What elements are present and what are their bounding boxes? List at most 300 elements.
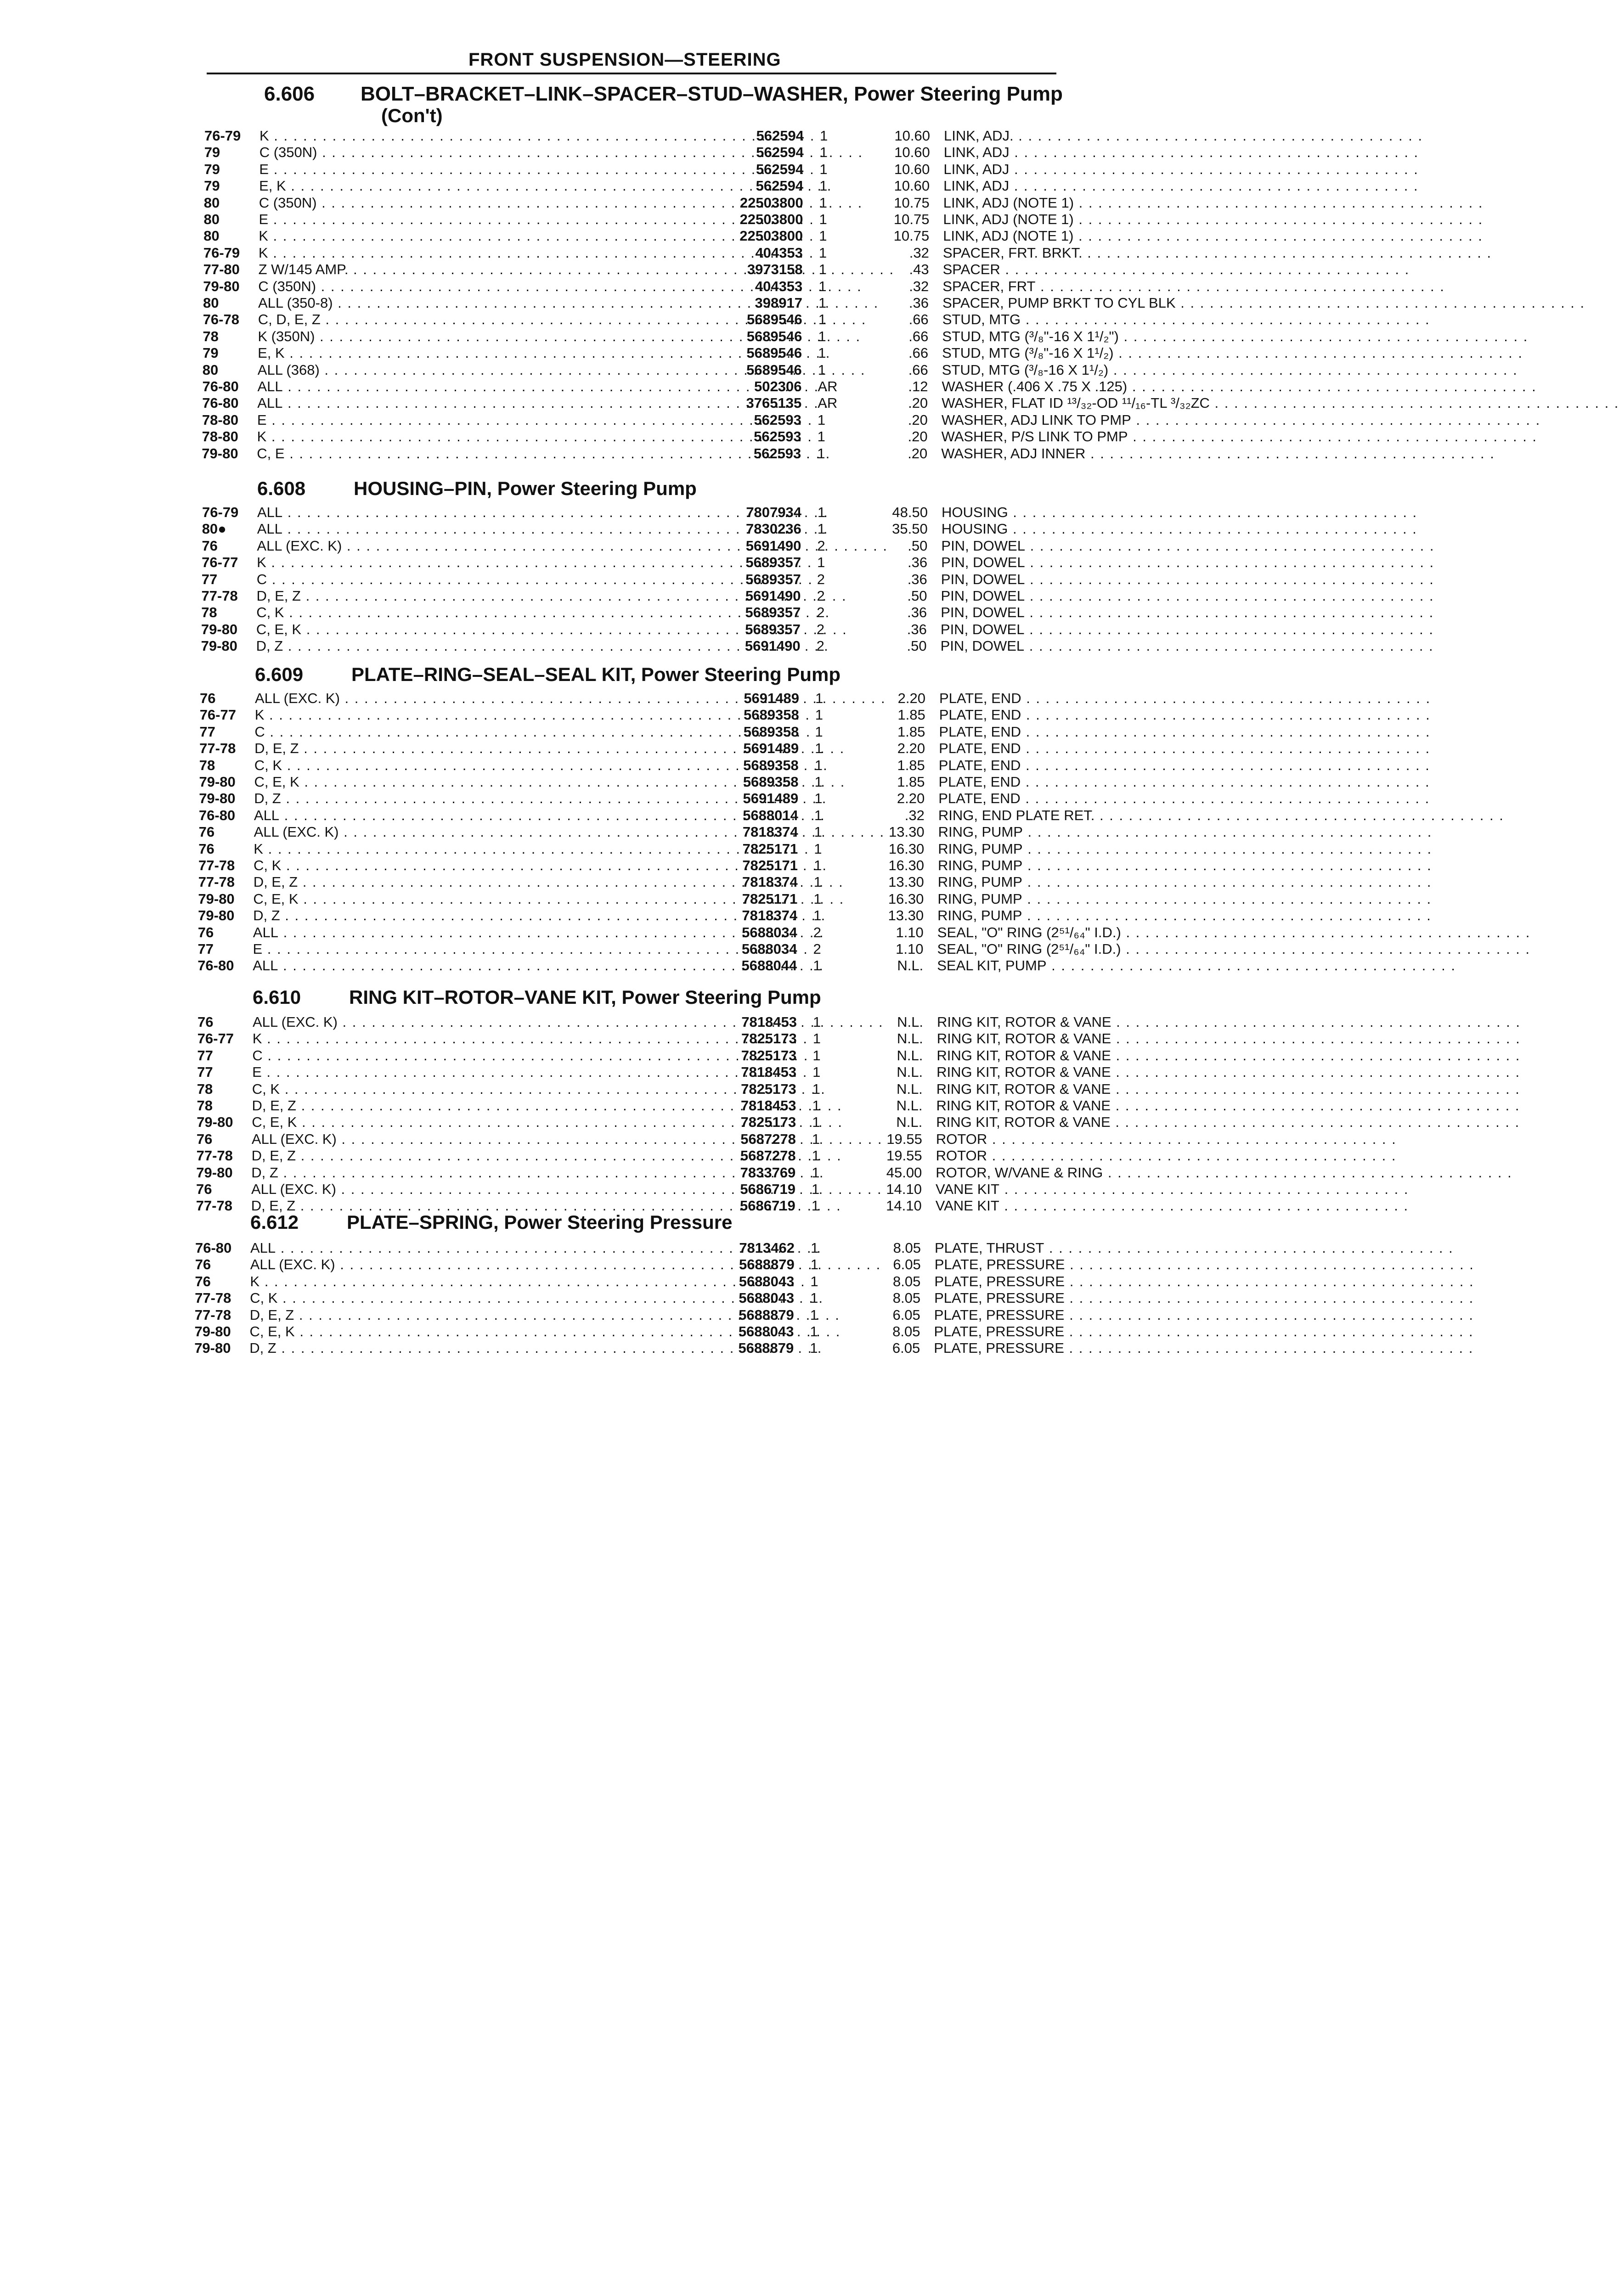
application-cell <box>251 1181 704 1198</box>
model-year: 79-80 <box>199 790 236 806</box>
model-year: 79-80 <box>202 445 238 461</box>
description-cell <box>942 378 1273 395</box>
section-subtitle: Power Steering Pump <box>497 478 697 499</box>
table-row <box>199 740 1072 757</box>
quantity: 1 <box>815 740 823 756</box>
model-year: 78 <box>199 757 215 773</box>
price: 2.20 <box>897 690 925 706</box>
application: C (350N) . . . <box>259 195 863 211</box>
part-description: PIN, DOWEL . . . <box>941 538 1434 554</box>
application: D, E, Z . . . <box>254 874 844 890</box>
quantity: 1 <box>814 774 823 790</box>
description-cell <box>938 857 1269 874</box>
table-row <box>198 907 1071 924</box>
description-cell <box>943 161 1274 178</box>
model-year: 76-77 <box>202 554 238 570</box>
part-description: PLATE, END . . . <box>939 724 1430 740</box>
description-cell <box>934 1340 1264 1356</box>
application: ALL (EXC. K) . . . <box>257 538 888 554</box>
description-cell <box>942 311 1273 328</box>
table-row <box>197 1014 1111 1030</box>
table-row <box>202 571 1074 588</box>
part-description: RING, PUMP . . . <box>937 907 1432 923</box>
part-description: LINK, ADJ . . . <box>943 161 1418 177</box>
description-cell <box>943 228 1274 244</box>
model-year: 79-80 <box>196 1165 233 1181</box>
application: C, E, K . . . <box>252 1114 843 1130</box>
table-row <box>203 345 1114 361</box>
model-year: 79-80 <box>194 1340 231 1356</box>
quantity: 1 <box>818 504 826 520</box>
quantity: 1 <box>812 1181 820 1197</box>
quantity: 1 <box>818 311 826 327</box>
quantity: 1 <box>813 907 822 923</box>
price: N.L. <box>897 1030 923 1047</box>
model-year: 76-80 <box>202 395 239 411</box>
model-year: 77 <box>197 941 214 957</box>
application-cell <box>259 228 711 244</box>
quantity: 1 <box>813 957 821 974</box>
quantity: 1 <box>812 1131 820 1147</box>
part-description: WASHER, ADJ INNER . . . <box>941 445 1495 461</box>
description-cell <box>941 538 1272 554</box>
price: 1.85 <box>897 707 925 723</box>
application-cell <box>250 1290 702 1306</box>
table-row <box>201 638 1074 654</box>
price: 10.60 <box>894 178 930 194</box>
model-year: 76-80 <box>195 1240 232 1256</box>
part-description: RING, PUMP . . . <box>937 891 1432 907</box>
price: .20 <box>908 445 928 461</box>
part-number: 562594 <box>756 128 804 144</box>
application: C . . . <box>257 571 813 587</box>
part-number: 7807934 <box>746 504 801 520</box>
part-number: 7825173 <box>740 1114 796 1130</box>
application-cell <box>250 1240 703 1256</box>
model-year: 76 <box>202 538 218 554</box>
part-number: 5689358 <box>744 707 799 723</box>
application-cell <box>257 428 710 445</box>
application: C . . . <box>254 724 811 740</box>
quantity: 1 <box>819 228 827 244</box>
table-row <box>202 395 1210 411</box>
table-row <box>197 1030 1111 1047</box>
description-cell <box>938 841 1269 857</box>
application-cell <box>253 891 705 907</box>
part-description: PLATE, PRESSURE . . . <box>934 1323 1474 1339</box>
model-year: 76 <box>196 1181 212 1197</box>
description-cell <box>936 1198 1266 1214</box>
table-row <box>203 295 1176 311</box>
part-number: 562593 <box>754 412 801 428</box>
table-row <box>199 790 1072 807</box>
description-cell <box>941 445 1272 462</box>
quantity: 1 <box>819 195 828 211</box>
table-row <box>200 707 1072 723</box>
price: 8.05 <box>892 1323 920 1339</box>
part-number: 404353 <box>755 278 803 294</box>
application: ALL (368) . . . <box>258 362 866 378</box>
model-year: 80 <box>203 228 220 244</box>
part-description: STUD, MTG . . . <box>942 311 1430 327</box>
price: .32 <box>904 807 925 823</box>
table-row <box>197 1064 1111 1080</box>
model-year: 78 <box>203 328 219 344</box>
part-number: 5688034 <box>741 941 797 957</box>
price: .20 <box>908 395 928 411</box>
section-subtitle: Power Steering Pump <box>621 986 821 1008</box>
part-description: LINK, ADJ (NOTE 1) . . . <box>943 195 1484 211</box>
model-year: 76 <box>195 1273 211 1289</box>
application: ALL . . . <box>253 924 824 940</box>
part-number: 7825173 <box>741 1030 797 1047</box>
application: K . . . <box>250 1273 805 1289</box>
part-description: VANE KIT . . . <box>936 1181 1409 1197</box>
price: 6.05 <box>892 1340 920 1356</box>
part-description: RING KIT, ROTOR & VANE . . . <box>936 1047 1520 1064</box>
model-year: 80 <box>203 195 220 211</box>
application-cell <box>251 1165 704 1181</box>
part-description: SEAL, "O" RING (2⁵¹/₆₄" I.D.) . . . <box>937 941 1531 957</box>
application: E . . . <box>259 211 814 227</box>
description-cell <box>942 328 1273 345</box>
price: 48.50 <box>892 504 928 520</box>
part-number: 7818453 <box>741 1014 797 1030</box>
part-number: 5689546 <box>746 345 802 361</box>
table-row <box>197 1131 1069 1148</box>
description-cell <box>936 1064 1267 1080</box>
part-number: 5689546 <box>747 311 802 327</box>
quantity: 1 <box>810 1273 818 1289</box>
table-row <box>202 588 1074 604</box>
model-year: 76 <box>196 1131 213 1147</box>
application: C, K . . . <box>254 757 828 773</box>
price: .20 <box>908 412 928 428</box>
quantity: AR <box>818 395 838 411</box>
quantity: 1 <box>818 261 827 277</box>
application-cell <box>256 621 709 638</box>
part-number: 5689357 <box>745 571 801 587</box>
application: ALL (EXC. K) . . . <box>255 690 886 706</box>
application: C, K . . . <box>252 1081 826 1097</box>
application-cell <box>249 1340 702 1356</box>
application: D, E, Z . . . <box>251 1198 841 1214</box>
quantity: 1 <box>817 554 825 570</box>
model-year: 78 <box>197 1097 213 1114</box>
price: .12 <box>908 378 928 394</box>
description-cell <box>935 1240 1265 1256</box>
application: C, E, K . . . <box>254 774 846 790</box>
part-description: PLATE, END . . . <box>939 740 1430 756</box>
application: C (350N) . . . <box>258 278 862 294</box>
part-number: 5689357 <box>745 604 801 620</box>
description-cell <box>944 128 1275 144</box>
part-number: 5688043 <box>739 1290 795 1306</box>
table-row <box>198 874 1071 890</box>
application-cell <box>259 211 711 228</box>
model-year: 77-78 <box>196 1198 232 1214</box>
application: D, Z . . . <box>256 638 829 654</box>
part-description: WASHER, FLAT ID ¹³/₃₂-OD ¹¹/₁₆-TL ³/₃₂ZC . . . <box>942 395 1619 411</box>
price: 13.30 <box>889 824 925 840</box>
price: .32 <box>909 245 929 261</box>
application-cell <box>259 245 711 261</box>
part-number: 7833769 <box>740 1165 796 1181</box>
application: C, D, E, Z . . . <box>258 311 867 327</box>
model-year: 80● <box>202 521 226 537</box>
quantity: AR <box>818 378 838 394</box>
model-year: 77-78 <box>196 1148 233 1164</box>
table-row <box>195 1273 1067 1290</box>
part-number: 562593 <box>753 445 801 461</box>
description-cell <box>938 824 1269 840</box>
quantity: 1 <box>810 1307 818 1323</box>
description-cell <box>938 790 1269 807</box>
section-continued-label: (Con't) <box>381 105 443 126</box>
quantity: 1 <box>814 757 823 773</box>
description-cell <box>943 261 1274 278</box>
table-row <box>202 412 1131 428</box>
application: ALL . . . <box>254 807 825 823</box>
application-cell <box>253 907 705 924</box>
model-year: 78-80 <box>202 412 239 428</box>
part-number: 5689358 <box>743 757 799 773</box>
model-year: 78 <box>197 1081 213 1097</box>
part-number: 22503800 <box>739 195 803 211</box>
page-footer <box>0 1378 1161 1561</box>
price: .66 <box>908 311 929 327</box>
price: N.L. <box>896 1114 923 1130</box>
price: .50 <box>908 538 928 554</box>
description-cell <box>936 1047 1267 1064</box>
application-cell <box>254 774 707 790</box>
price: .43 <box>909 261 929 277</box>
application: C, K . . . <box>256 604 830 620</box>
quantity: 1 <box>814 857 822 873</box>
part-number: 7825173 <box>741 1081 796 1097</box>
part-number: 7813462 <box>739 1240 795 1256</box>
application-cell <box>254 824 706 840</box>
quantity: 1 <box>818 295 827 311</box>
price: 10.75 <box>893 228 930 244</box>
quantity: 2 <box>817 538 825 554</box>
application: ALL . . . <box>258 378 829 394</box>
part-description: PIN, DOWEL . . . <box>941 604 1434 620</box>
application: C . . . <box>252 1047 808 1064</box>
price: 16.30 <box>888 841 925 857</box>
section-number: 6.608 <box>257 478 306 499</box>
application: ALL (EXC. K) . . . <box>251 1181 882 1197</box>
application: ALL . . . <box>257 504 829 520</box>
part-description: PLATE, END . . . <box>939 690 1431 706</box>
part-description: WASHER (.406 X .75 X .125) . . . <box>942 378 1537 394</box>
part-description: ROTOR . . . <box>936 1148 1397 1164</box>
part-number: 404353 <box>755 245 803 261</box>
model-year: 76-80 <box>198 807 236 823</box>
model-year: 76 <box>197 1014 214 1030</box>
description-cell <box>939 740 1269 757</box>
application-cell <box>253 941 705 957</box>
table-row <box>204 144 1077 161</box>
application: ALL . . . <box>250 1240 822 1256</box>
price: 1.85 <box>897 757 925 773</box>
part-number: 5686719 <box>740 1198 795 1214</box>
description-cell <box>936 1165 1266 1181</box>
description-cell <box>942 362 1273 378</box>
part-description: PLATE, PRESSURE . . . <box>934 1290 1474 1306</box>
section-number: 6.609 <box>255 664 304 685</box>
section-number: 6.606 <box>264 83 315 105</box>
application: K . . . <box>254 841 809 857</box>
page-header <box>0 0 1161 83</box>
application-cell <box>254 874 706 890</box>
application: K . . . <box>253 1030 808 1047</box>
quantity: 1 <box>810 1340 818 1356</box>
description-cell <box>941 571 1272 588</box>
application-cell <box>250 1307 702 1323</box>
price: 10.75 <box>893 211 930 227</box>
description-cell <box>936 1131 1267 1148</box>
table-row <box>202 445 1086 462</box>
part-number: 7825171 <box>742 891 798 907</box>
table-row <box>197 1148 1069 1164</box>
part-description: RING KIT, ROTOR & VANE . . . <box>936 1097 1520 1114</box>
application: ALL (EXC. K) . . . <box>252 1131 883 1147</box>
model-year: 76-80 <box>197 957 234 974</box>
description-cell <box>942 278 1273 295</box>
application: ALL . . . <box>257 395 829 411</box>
table-row <box>202 428 1128 445</box>
application-cell <box>254 857 706 874</box>
description-cell <box>937 941 1268 957</box>
price: 13.30 <box>888 874 924 890</box>
application: K . . . <box>255 707 810 723</box>
application-cell <box>252 1047 705 1064</box>
application: C, K . . . <box>254 857 827 873</box>
description-cell <box>939 690 1270 707</box>
quantity: 1 <box>817 412 826 428</box>
quantity: 1 <box>819 178 828 194</box>
table-row <box>203 228 1076 244</box>
price: .66 <box>908 328 929 344</box>
part-description: RING KIT, ROTOR & VANE . . . <box>936 1114 1520 1130</box>
price: .50 <box>907 588 927 604</box>
quantity: 1 <box>814 841 822 857</box>
quantity: 1 <box>812 1114 820 1130</box>
application-cell <box>257 538 709 554</box>
part-description: RING KIT, ROTOR & VANE . . . <box>937 1014 1521 1030</box>
application: ALL (350-8) . . . <box>258 295 879 311</box>
quantity: 1 <box>818 345 826 361</box>
part-description: RING KIT, ROTOR & VANE . . . <box>936 1081 1520 1097</box>
table-row <box>197 1097 1111 1114</box>
quantity: 1 <box>815 724 823 740</box>
application-cell <box>250 1256 703 1273</box>
model-year: 76-79 <box>204 128 241 144</box>
application-cell <box>259 144 712 161</box>
application: D, Z . . . <box>254 790 827 806</box>
part-number: 5689546 <box>746 362 802 378</box>
quantity: 1 <box>812 1064 821 1080</box>
description-cell <box>934 1290 1265 1306</box>
model-year: 77-78 <box>199 740 236 756</box>
application-cell <box>258 311 711 328</box>
section-heading: RING KIT–ROTOR–VANE KIT, <box>349 986 616 1008</box>
part-number: 22503800 <box>739 228 803 244</box>
application-cell <box>254 807 706 824</box>
quantity: 1 <box>814 807 823 823</box>
description-cell <box>941 554 1272 571</box>
application-cell <box>250 1273 702 1290</box>
part-description: SPACER, FRT . . . <box>942 278 1445 294</box>
model-year: 76-78 <box>203 311 239 327</box>
part-number: 7818453 <box>741 1064 797 1080</box>
part-description: RING, PUMP . . . <box>938 874 1432 890</box>
model-year: 79-80 <box>194 1323 231 1339</box>
part-number: 562594 <box>756 161 804 177</box>
price: .36 <box>907 604 927 620</box>
application-cell <box>257 395 710 411</box>
price: 10.75 <box>894 195 930 211</box>
table-row <box>197 1081 1111 1097</box>
part-number: 5691489 <box>744 690 799 706</box>
description-cell <box>936 1114 1267 1131</box>
description-cell <box>943 245 1274 261</box>
part-description: RING, PUMP . . . <box>938 857 1432 873</box>
price: 1.10 <box>896 941 924 957</box>
part-description: PIN, DOWEL . . . <box>941 621 1434 637</box>
price: 1.85 <box>897 724 925 740</box>
part-number: 3973158 <box>747 261 803 277</box>
part-description: LINK, ADJ . . . <box>944 144 1419 160</box>
description-cell <box>934 1323 1265 1340</box>
price: 6.05 <box>892 1307 920 1323</box>
part-number: 398917 <box>755 295 802 311</box>
section-subtitle: Power Steering Pump <box>854 83 1063 105</box>
quantity: 1 <box>812 1081 821 1097</box>
table-row <box>195 1307 1067 1323</box>
description-cell <box>937 907 1268 924</box>
description-cell <box>942 295 1273 311</box>
application: ALL (EXC. K) . . . <box>253 1014 884 1030</box>
table-row <box>197 941 1121 957</box>
part-number: 5691490 <box>745 588 801 604</box>
application: C, E, K . . . <box>250 1323 841 1339</box>
price: N.L. <box>896 1097 923 1114</box>
table-row <box>198 841 1071 857</box>
section-subtitle: Power Steering Pump <box>641 664 841 685</box>
part-description: WASHER, ADJ LINK TO PMP . . . <box>942 412 1540 428</box>
price: 2.20 <box>897 790 925 806</box>
application-cell <box>259 161 711 178</box>
part-number: 7818374 <box>742 907 798 923</box>
model-year: 77-78 <box>198 874 235 890</box>
description-cell <box>942 504 1272 521</box>
quantity: 1 <box>818 362 826 378</box>
part-number: 562593 <box>754 428 801 445</box>
quantity: 1 <box>814 790 823 806</box>
application-cell <box>257 521 710 537</box>
application-cell <box>257 588 709 604</box>
price: 8.05 <box>893 1273 921 1289</box>
part-number: 5688879 <box>739 1256 795 1272</box>
price: 2.20 <box>897 740 925 756</box>
application: K . . . <box>259 128 815 144</box>
description-cell <box>941 588 1272 604</box>
application-cell <box>252 1148 704 1164</box>
model-year: 77-78 <box>194 1307 231 1323</box>
application-cell <box>254 757 707 774</box>
